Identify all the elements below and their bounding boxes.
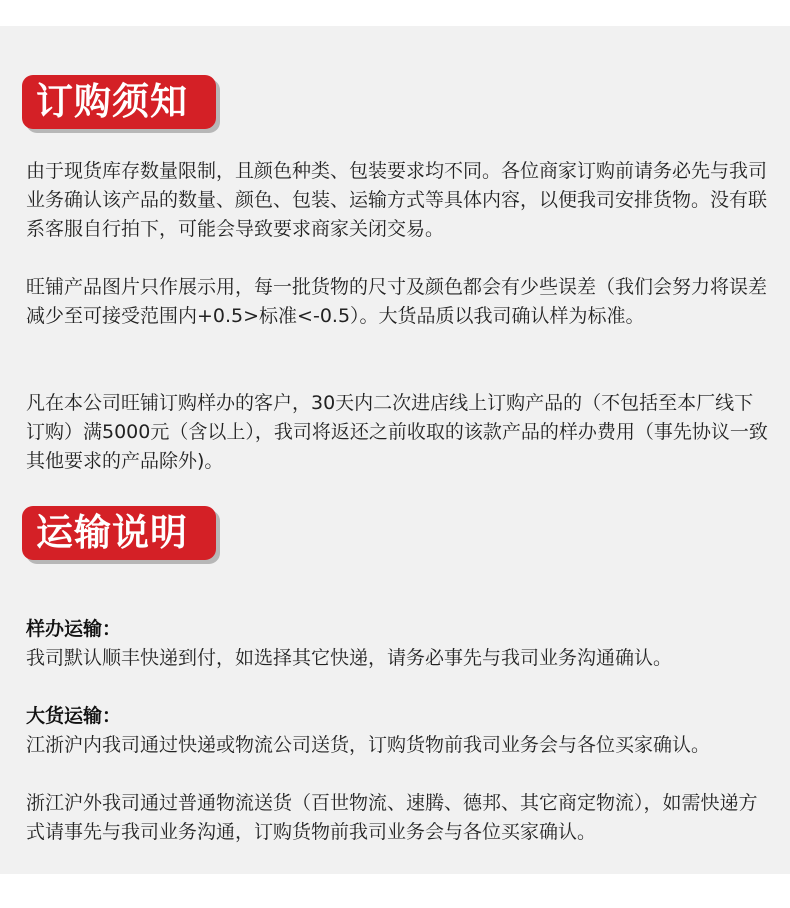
- content-panel: [0, 26, 790, 874]
- section-title-shipping: 运输说明: [22, 506, 216, 560]
- order-notice-paragraph-3: 凡在本公司旺铺订购样办的客户，30天内二次进店线上订购产品的（不包括至本厂线下订购）满5000元（含以上），我司将返还之前收取的该款产品的样办费用（事先协议一致其他要求的产品除外)。: [26, 392, 768, 472]
- sample-shipping-text: 我司默认顺丰快递到付，如选择其它快递，请务必事先与我司业务沟通确认。: [26, 647, 673, 669]
- bulk-shipping-text-2: 浙江沪外我司通过普通物流送货（百世物流、速腾、德邦、其它商定物流），如需快递方式请事先与我司业务沟通，订购货物前我司业务会与各位买家确认。: [26, 792, 758, 843]
- order-notice-paragraph-1: 由于现货库存数量限制，且颜色种类、包装要求均不同。各位商家订购前请务必先与我司业务确认该产品的数量、颜色、包装、运输方式等具体内容，以便我司安排货物。没有联系客服自行拍下，可能会导致要求商家关闭交易。: [26, 160, 768, 240]
- bulk-shipping-text-1: 江浙沪内我司通过快递或物流公司送货，订购货物前我司业务会与各位买家确认。: [26, 734, 711, 756]
- sample-shipping-heading: 样办运输：: [26, 618, 122, 640]
- order-notice-paragraph-2: 旺铺产品图片只作展示用，每一批货物的尺寸及颜色都会有少些误差（我们会努力将误差减少至可接受范围内+0.5>标准<-0.5）。大货品质以我司确认样为标准。: [26, 276, 768, 327]
- section-title-order-notice: 订购须知: [22, 75, 216, 129]
- bulk-shipping-heading: 大货运输：: [26, 705, 122, 727]
